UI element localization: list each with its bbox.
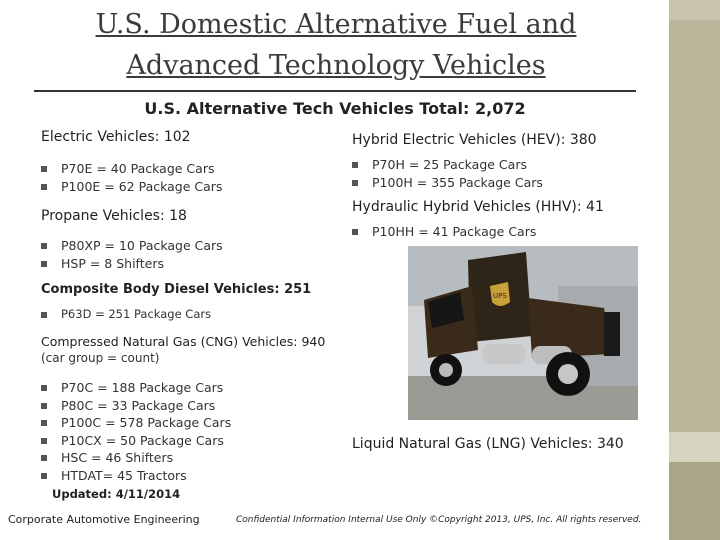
- square-bullet-icon: [41, 473, 47, 479]
- cng-list: [41, 379, 231, 484]
- list-item: HTDAT= 45 Tractors: [41, 467, 231, 485]
- list-item: P80C = 33 Package Cars: [41, 397, 231, 415]
- list-item: P63D = 251 Package Cars: [41, 306, 211, 324]
- side-bar-block-top: [669, 0, 720, 20]
- list-item: P100E = 62 Package Cars: [41, 178, 222, 196]
- square-bullet-icon: [41, 184, 47, 190]
- square-bullet-icon: [41, 261, 47, 267]
- composite-list: [41, 306, 211, 324]
- truck-illustration: [408, 246, 638, 420]
- square-bullet-icon: [352, 162, 358, 168]
- list-item: P70E = 40 Package Cars: [41, 160, 222, 178]
- lng-heading: Liquid Natural Gas (LNG) Vehicles: 340: [352, 436, 624, 452]
- square-bullet-icon: [41, 455, 47, 461]
- cng-note: (car group = count): [41, 351, 160, 365]
- electric-list: [41, 160, 222, 195]
- square-bullet-icon: [41, 243, 47, 249]
- hybrid-list: [352, 156, 543, 191]
- list-item: P10CX = 50 Package Cars: [41, 432, 231, 450]
- square-bullet-icon: [41, 166, 47, 172]
- square-bullet-icon: [41, 403, 47, 409]
- footer-copyright: Confidential Information Internal Use Only ©Copyright 2013, UPS, Inc. All rights reserved.: [236, 515, 642, 525]
- square-bullet-icon: [41, 312, 47, 318]
- square-bullet-icon: [352, 180, 358, 186]
- list-item: P100H = 355 Package Cars: [352, 174, 543, 192]
- square-bullet-icon: [41, 420, 47, 426]
- composite-heading: Composite Body Diesel Vehicles: 251: [41, 282, 312, 297]
- list-item: HSP = 8 Shifters: [41, 255, 223, 273]
- side-bar-block-light: [669, 432, 720, 462]
- list-item: P70H = 25 Package Cars: [352, 156, 543, 174]
- list-item: P80XP = 10 Package Cars: [41, 237, 223, 255]
- updated-date: Updated: 4/11/2014: [52, 487, 181, 501]
- square-bullet-icon: [41, 385, 47, 391]
- ups-truck-photo: [408, 246, 638, 420]
- title-divider: [34, 90, 636, 92]
- square-bullet-icon: [41, 438, 47, 444]
- page-subtitle: U.S. Alternative Tech Vehicles Total: 2,072: [144, 99, 526, 118]
- list-item: HSC = 46 Shifters: [41, 449, 231, 467]
- hydraulic-list: [352, 223, 536, 241]
- list-item: P70C = 188 Package Cars: [41, 379, 231, 397]
- propane-heading: Propane Vehicles: 18: [41, 208, 187, 224]
- decorative-side-bar: [669, 0, 720, 540]
- cng-heading: Compressed Natural Gas (CNG) Vehicles: 940: [41, 334, 326, 349]
- list-item: P100C = 578 Package Cars: [41, 414, 231, 432]
- square-bullet-icon: [352, 229, 358, 235]
- propane-list: [41, 237, 223, 272]
- hydraulic-heading: Hydraulic Hybrid Vehicles (HHV): 41: [352, 199, 604, 215]
- ups-logo-text: UPS: [493, 292, 507, 300]
- side-bar-block-bottom: [669, 462, 720, 540]
- list-item: P10HH = 41 Package Cars: [352, 223, 536, 241]
- footer-department: Corporate Automotive Engineering: [8, 513, 200, 526]
- hybrid-heading: Hybrid Electric Vehicles (HEV): 380: [352, 132, 597, 148]
- electric-heading: Electric Vehicles: 102: [41, 129, 191, 145]
- page-title: U.S. Domestic Alternative Fuel and Advanced Technology Vehicles: [95, 9, 577, 81]
